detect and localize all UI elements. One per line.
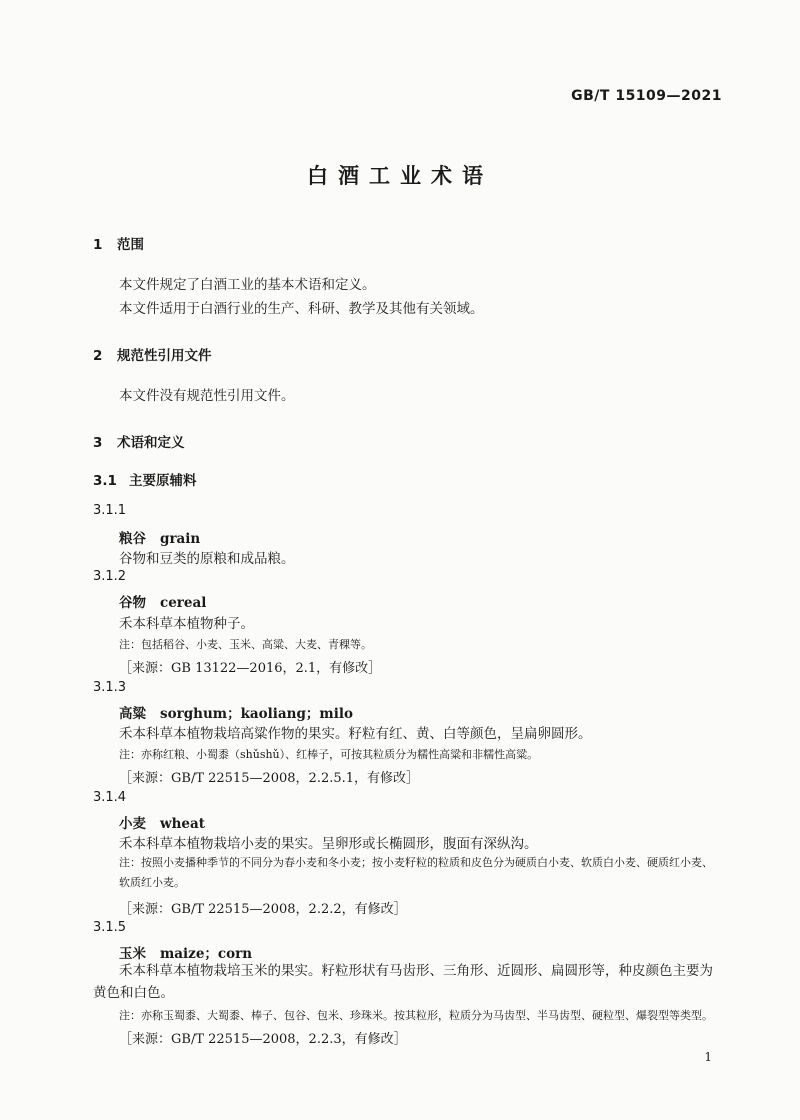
standard-code: GB/T 15109—2021 <box>571 88 722 104</box>
term-definition: 禾本科草本植物栽培高粱作物的果实。籽粒有红、黄、白等颜色，呈扁卵圆形。 <box>119 726 592 742</box>
term-chinese: 玉米 <box>119 946 146 962</box>
term-number: 3.1.1 <box>93 503 127 518</box>
term-number: 3.1.3 <box>93 680 127 695</box>
scope-paragraph-2: 本文件适用于白酒行业的生产、科研、教学及其他有关领域。 <box>119 301 484 317</box>
section-3-heading <box>93 431 185 451</box>
term-chinese: 谷物 <box>119 595 146 611</box>
section-number: 1 <box>93 237 103 253</box>
term-english: maize；corn <box>160 946 253 962</box>
term-definition: 禾本科草本植物种子。 <box>119 616 254 632</box>
term-definition: 谷物和豆类的原粮和成品粮。 <box>119 551 295 567</box>
term-chinese: 粮谷 <box>119 531 146 547</box>
page-number: 1 <box>704 1050 712 1064</box>
term-note: 注：亦称玉蜀黍、大蜀黍、棒子、包谷、包米、珍珠米。按其粒形，粒质分为马齿型、半马齿型、硬粒型、爆裂型等类型。 <box>119 1009 713 1022</box>
subsection-number: 3.1 <box>93 473 117 489</box>
term-definition: 禾本科草本植物栽培小麦的果实。呈卵形或长椭圆形，腹面有深纵沟。 <box>119 836 538 852</box>
term-heading <box>119 591 206 611</box>
term-english: cereal <box>160 595 207 611</box>
section-title: 范围 <box>117 237 144 253</box>
scope-paragraph-1: 本文件规定了白酒工业的基本术语和定义。 <box>119 277 376 293</box>
term-note: 注：亦称红粮、小蜀黍（shǔshǔ）、红棒子，可按其粒质分为糯性高粱和非糯性高粱。 <box>119 748 539 761</box>
term-heading <box>119 812 205 832</box>
section-title: 规范性引用文件 <box>117 348 212 364</box>
term-source: ［来源：GB 13122—2016，2.1，有修改］ <box>119 661 382 676</box>
term-heading <box>119 702 353 722</box>
term-note: 注：按照小麦播种季节的不同分为春小麦和冬小麦；按小麦籽粒的粒质和皮色分为硬质白小麦、软质白小麦、硬质红小麦、软质红小麦。 <box>119 856 713 889</box>
term-chinese: 小麦 <box>119 816 146 832</box>
term-heading <box>119 942 252 962</box>
section-2-heading <box>93 344 212 364</box>
term-source: ［来源：GB/T 22515—2008，2.2.2，有修改］ <box>119 902 407 917</box>
term-chinese: 高粱 <box>119 706 146 722</box>
term-number: 3.1.2 <box>93 569 127 584</box>
term-heading <box>119 527 200 547</box>
term-number: 3.1.4 <box>93 790 127 805</box>
term-number: 3.1.5 <box>93 920 127 935</box>
term-source: ［来源：GB/T 22515—2008，2.2.3，有修改］ <box>119 1032 407 1047</box>
term-english: sorghum；kaoliang；milo <box>160 706 353 722</box>
term-definition: 禾本科草本植物栽培玉米的果实。籽粒形状有马齿形、三角形、近圆形、扁圆形等，种皮颜色主要为黄色和白色。 <box>93 963 713 1001</box>
term-english: grain <box>160 531 201 547</box>
section-1-heading <box>93 233 144 253</box>
section-number: 2 <box>93 348 103 364</box>
term-english: wheat <box>160 816 206 832</box>
term-source: ［来源：GB/T 22515—2008，2.2.5.1，有修改］ <box>119 771 420 786</box>
normative-references-paragraph: 本文件没有规范性引用文件。 <box>119 388 295 404</box>
section-number: 3 <box>93 435 103 451</box>
document-title: 白酒工业术语 <box>307 164 493 188</box>
subsection-title: 主要原辅料 <box>129 473 197 489</box>
section-title: 术语和定义 <box>117 435 185 451</box>
subsection-3-1-heading <box>93 469 197 489</box>
term-note: 注：包括稻谷、小麦、玉米、高粱、大麦、青稞等。 <box>119 638 372 651</box>
